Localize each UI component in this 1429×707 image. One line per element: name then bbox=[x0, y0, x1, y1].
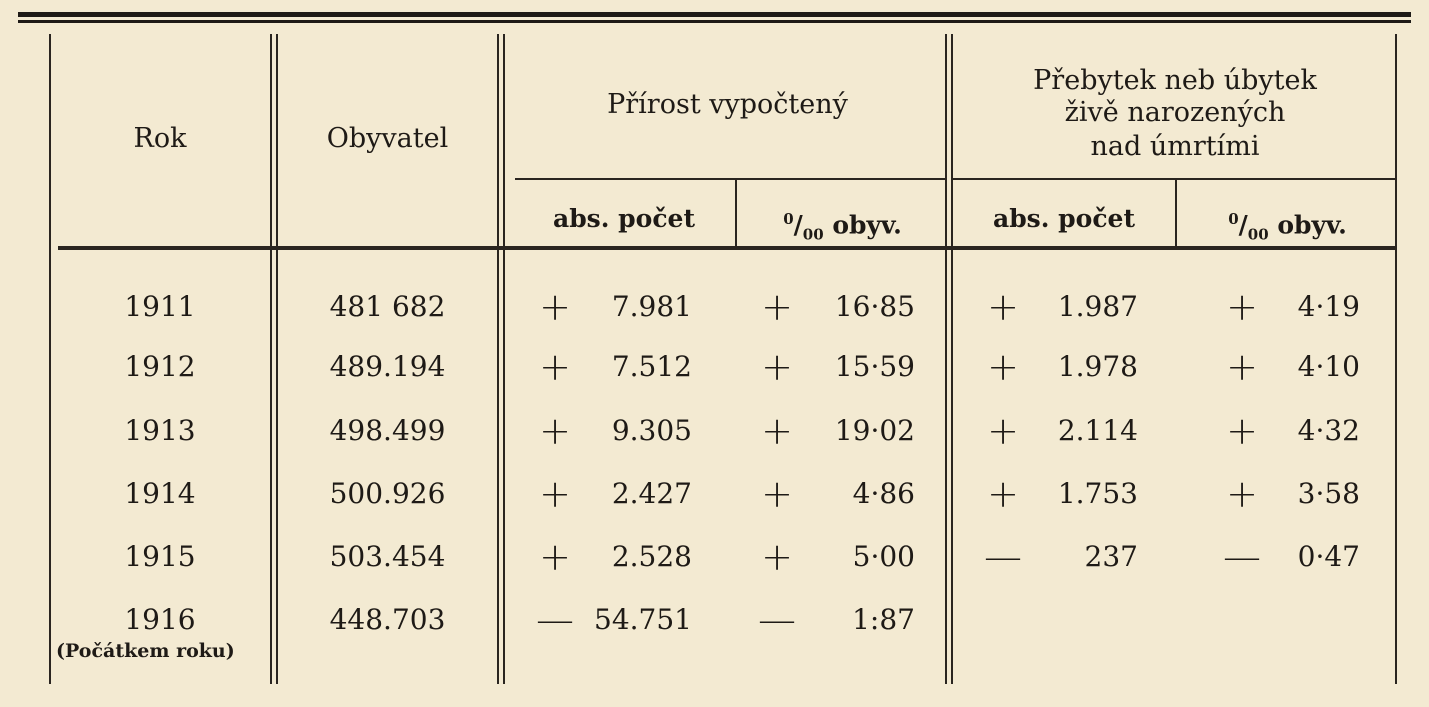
row-1912-g-abs: 7.512 bbox=[611, 350, 692, 383]
row-1914-g-pm-sign: + bbox=[761, 472, 793, 516]
row-1913-year: 1913 bbox=[124, 414, 196, 447]
growth-col-divider bbox=[945, 34, 947, 684]
row-1914-s-pm: 3·58 bbox=[1297, 477, 1360, 510]
row-1913-population: 498.499 bbox=[329, 414, 446, 447]
row-1911-population: 481 682 bbox=[329, 290, 446, 323]
row-1912-s-pm-sign: + bbox=[1226, 345, 1258, 389]
row-1913-s-pm-sign: + bbox=[1226, 409, 1258, 453]
row-1912-g-sign: + bbox=[539, 345, 571, 389]
row-1914-g-pm: 4·86 bbox=[852, 477, 915, 510]
header-surplus-1: Přebytek neb úbytek bbox=[1033, 65, 1317, 96]
header-year: Rok bbox=[133, 123, 187, 154]
row-1915-g-pm: 5·00 bbox=[852, 540, 915, 573]
growth-col-divider-b bbox=[951, 34, 953, 684]
row-1912-year: 1912 bbox=[124, 350, 196, 383]
header-surplus-2: živě narozených bbox=[1064, 97, 1286, 128]
row-1916-population: 448.703 bbox=[329, 603, 446, 636]
row-1911-s-pm-sign: + bbox=[1226, 285, 1258, 329]
year-col-divider-b bbox=[276, 34, 278, 684]
right-border bbox=[1395, 34, 1397, 684]
row-1914-s-sign: + bbox=[987, 472, 1019, 516]
row-1911-year: 1911 bbox=[124, 290, 196, 323]
row-1911-s-sign: + bbox=[987, 285, 1019, 329]
row-1913-g-sign: + bbox=[539, 409, 571, 453]
row-1916-g-abs: 54.751 bbox=[594, 603, 692, 636]
row-1915-population: 503.454 bbox=[329, 540, 446, 573]
row-1911-s-pm: 4·19 bbox=[1297, 290, 1360, 323]
surplus-sub-divider bbox=[1175, 180, 1177, 248]
permille-sub: 00 bbox=[802, 225, 824, 244]
row-1913-g-pm-sign: + bbox=[761, 409, 793, 453]
row-1914-population: 500.926 bbox=[329, 477, 446, 510]
year-col-divider bbox=[270, 34, 272, 684]
subheader-growth-permille: $^0/_{00}$ obyv. bbox=[783, 210, 902, 244]
row-1912-g-pm: 15·59 bbox=[834, 350, 915, 383]
row-1911-g-pm: 16·85 bbox=[834, 290, 915, 323]
left-border bbox=[49, 34, 51, 684]
row-1916-year: 1916 bbox=[124, 603, 196, 636]
subheader-surplus-abs: abs. počet bbox=[993, 204, 1135, 233]
row-1915-g-pm-sign: + bbox=[761, 535, 793, 579]
row-1912-s-sign: + bbox=[987, 345, 1019, 389]
row-1915-g-sign: + bbox=[539, 535, 571, 579]
row-1915-year: 1915 bbox=[124, 540, 196, 573]
row-1914-s-abs: 1.753 bbox=[1057, 477, 1138, 510]
growth-sub-divider bbox=[735, 180, 737, 248]
row-1914-g-sign: + bbox=[539, 472, 571, 516]
row-1911-g-sign: + bbox=[539, 285, 571, 329]
row-1916-g-pm: 1⁠:87 bbox=[852, 603, 915, 636]
growth-subheader-rule bbox=[515, 178, 947, 180]
row-1913-s-abs: 2.114 bbox=[1057, 414, 1138, 447]
permille-label-2: obyv. bbox=[1277, 210, 1347, 240]
header-population: Obyvatel bbox=[326, 123, 449, 154]
pop-col-divider-b bbox=[503, 34, 505, 684]
permille-label: obyv. bbox=[832, 210, 902, 240]
permille-sup-2: 0 bbox=[1228, 210, 1239, 228]
row-1916-g-sign: — bbox=[536, 598, 574, 642]
row-1915-s-sign: — bbox=[984, 535, 1022, 579]
row-1913-s-sign: + bbox=[987, 409, 1019, 453]
subheader-growth-abs: abs. počet bbox=[553, 204, 695, 233]
row-1913-s-pm: 4·32 bbox=[1297, 414, 1360, 447]
row-1914-g-abs: 2.427 bbox=[611, 477, 692, 510]
surplus-subheader-rule bbox=[953, 178, 1395, 180]
row-1911-g-abs: 7.981 bbox=[611, 290, 692, 323]
header-surplus-3: nad úmrtími bbox=[1090, 131, 1260, 162]
row-1915-s-pm: 0·47 bbox=[1297, 540, 1360, 573]
row-1916-g-pm-sign: — bbox=[758, 598, 796, 642]
row-1912-s-abs: 1.978 bbox=[1057, 350, 1138, 383]
row-1914-s-pm-sign: + bbox=[1226, 472, 1258, 516]
row-1913-g-pm: 19·02 bbox=[834, 414, 915, 447]
row-1914-year: 1914 bbox=[124, 477, 196, 510]
row-1911-s-abs: 1.987 bbox=[1057, 290, 1138, 323]
pop-col-divider bbox=[497, 34, 499, 684]
subheader-surplus-permille: $^0/_{00}$ obyv. bbox=[1228, 210, 1347, 244]
row-1912-population: 489.194 bbox=[329, 350, 446, 383]
permille-sub-2: 00 bbox=[1247, 225, 1269, 244]
row-1915-s-abs: 237 bbox=[1084, 540, 1138, 573]
permille-sup: 0 bbox=[783, 210, 794, 228]
row-1915-g-abs: 2.528 bbox=[611, 540, 692, 573]
row-1912-s-pm: 4·10 bbox=[1297, 350, 1360, 383]
row-1913-g-abs: 9.305 bbox=[611, 414, 692, 447]
top-rule-thick bbox=[18, 12, 1411, 17]
header-growth: Přírost vypočtený bbox=[607, 89, 848, 120]
top-rule-thin bbox=[18, 20, 1411, 23]
row-1912-g-pm-sign: + bbox=[761, 345, 793, 389]
row-1911-g-pm-sign: + bbox=[761, 285, 793, 329]
row-1915-s-pm-sign: — bbox=[1223, 535, 1261, 579]
footnote-start-of-year: (Počátkem roku) bbox=[56, 640, 235, 662]
